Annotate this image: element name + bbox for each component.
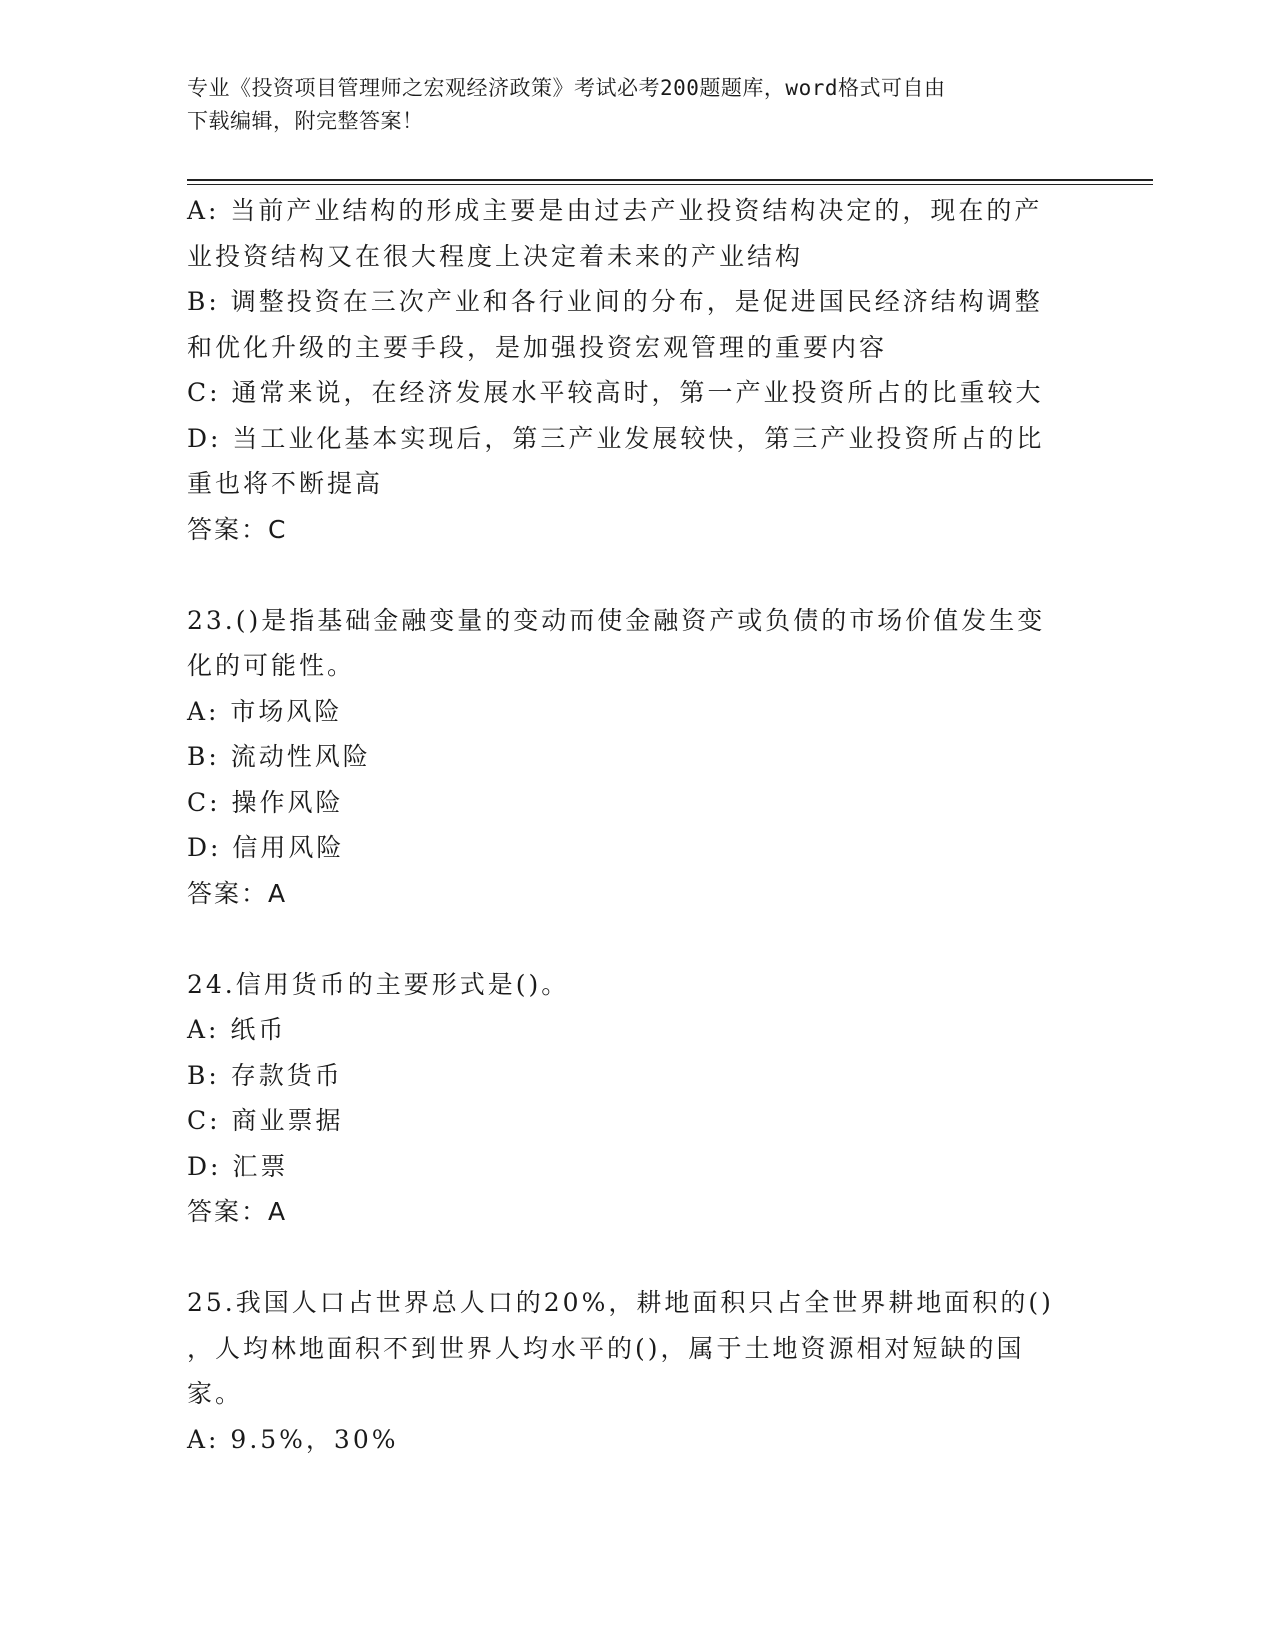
q25-stem-line-1: 25.我国人口占世界总人口的20%，耕地面积只占全世界耕地面积的() [187,1288,1054,1317]
header-line-1: 专业《投资项目管理师之宏观经济政策》考试必考200题题库，word格式可自由 [187,76,946,100]
header-divider-thick [187,179,1153,181]
spacer [187,1235,1077,1281]
q22-option-a-line-2: 业投资结构又在很大程度上决定着未来的产业结构 [187,241,804,271]
header-line-2: 下载编辑，附完整答案！ [187,109,424,133]
header-divider-thin [187,184,1153,185]
q23-option-a: A: 市场风险 [187,696,343,726]
q22-option-d-line-1: D: 当工业化基本实现后，第三产业发展较快，第三产业投资所占的比 [187,423,1045,453]
q24-answer: 答案：A [187,1197,288,1226]
spacer [187,552,1077,598]
q23-stem-line-1: 23.()是指基础金融变量的变动而使金融资产或负债的市场价值发生变 [187,605,1046,635]
q22-option-a-line-1: A: 当前产业结构的形成主要是由过去产业投资结构决定的，现在的产 [187,196,1043,225]
q23-stem-line-2: 化的可能性。 [187,651,356,680]
spacer [187,916,1077,962]
q23-option-c: C: 操作风险 [187,787,344,817]
q22-option-b-line-2: 和优化升级的主要手段，是加强投资宏观管理的重要内容 [187,332,888,362]
q22-answer: 答案：C [187,514,288,544]
q24-option-a: A: 纸币 [187,1015,287,1044]
document-header [187,72,1067,138]
q24-stem: 24.信用货币的主要形式是()。 [187,969,570,999]
q24-option-b: B: 存款货币 [187,1060,343,1090]
q23-answer: 答案：A [187,878,288,908]
q22-option-d-line-2: 重也将不断提高 [187,469,384,498]
q23-option-d: D: 信用风险 [187,833,345,862]
q24-option-c: C: 商业票据 [187,1106,344,1135]
q23-option-b: B: 流动性风险 [187,742,371,771]
q25-stem-line-3: 家。 [187,1379,244,1408]
question-content [187,188,1077,1462]
q22-option-c: C: 通常来说，在经济发展水平较高时，第一产业投资所占的比重较大 [187,378,1044,407]
q24-option-d: D: 汇票 [187,1151,289,1181]
q22-option-b-line-1: B: 调整投资在三次产业和各行业间的分布，是促进国民经济结构调整 [187,287,1043,316]
q25-option-a: A: 9.5%，30% [187,1424,399,1454]
q25-stem-line-2: ，人均林地面积不到世界人均水平的()，属于土地资源相对短缺的国 [187,1333,1025,1363]
